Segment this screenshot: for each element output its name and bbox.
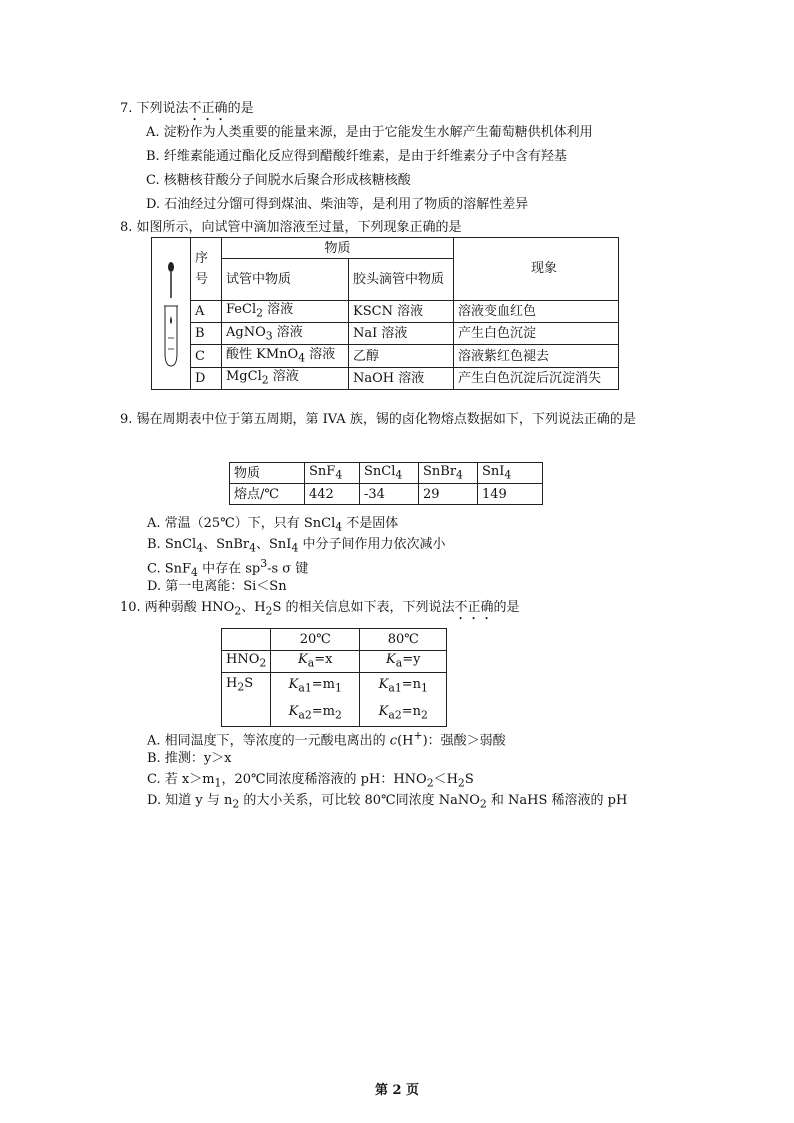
h2s-label: $H_2S$ xyxy=(222,673,271,727)
q9-option-a: A. 常温（25℃）下，只有 SnCl$_4$ 不是固体 xyxy=(147,516,399,534)
q9-stem: 9. 锡在周期表中位于第五周期，第 IVA 族，锡的卤化物熔点数据如下，下列说法正确的是 xyxy=(120,412,636,427)
q7-option-c: C. 核糖核苷酸分子间脱水后聚合形成核糖核酸 xyxy=(146,173,411,188)
test-tube-diagram-cell xyxy=(152,238,191,390)
dropper-substance: KSCN 溶液 xyxy=(349,300,454,322)
hno2-label: $HNO_2$ xyxy=(222,651,271,673)
q10-option-a: A. 相同温度下，等浓度的一元酸电离出的 c(H+)：强酸＞弱酸 xyxy=(147,729,506,749)
q10-option-b: B. 推测：y＞x xyxy=(147,751,232,766)
phenomenon-header: 现象 xyxy=(454,238,619,301)
q7-option-a: A. 淀粉作为人类重要的能量来源，是由于它能发生水解产生葡萄糖供机体利用 xyxy=(146,125,593,140)
q10-option-d: D. 知道 y 与 $n_2$ 的大小关系，可比较 80℃同浓度 NaNO$_2$ 和 NaHS 稀溶液的 pH xyxy=(147,793,628,811)
q9-option-c: C. SnF$_4$ 中存在 $sp^3-s$ σ 键 xyxy=(147,557,309,579)
phenomenon: 产生白色沉淀后沉淀消失 xyxy=(454,367,619,389)
compound-sn-cl4: SnCl$_4$ xyxy=(360,463,419,484)
dropper-substance: NaOH 溶液 xyxy=(349,367,454,389)
tube-substance: FeCl$_2$ 溶液 xyxy=(222,300,349,322)
phenomenon: 溶液变血红色 xyxy=(454,300,619,322)
temp-20-header: 20℃ xyxy=(271,629,360,651)
substance-label: 物质 xyxy=(230,463,305,484)
hno2-ka-80: $K_a=y$ xyxy=(360,651,447,673)
q7-option-d: D. 石油经过分馏可得到煤油、柴油等，是利用了物质的溶解性差异 xyxy=(146,197,529,212)
page-number: 第 2 页 xyxy=(374,1083,420,1098)
substance-header: 物质 xyxy=(222,238,454,259)
q10-stem: 10. 两种弱酸 $HNO_2$、$H_2S$ 的相关信息如下表，下列说法不正确的是 xyxy=(120,600,520,618)
row-id: C xyxy=(191,345,222,367)
dropper-substance: 乙醇 xyxy=(349,345,454,367)
q9-option-b: B. SnCl$_4$、SnBr$_4$、SnI$_4$ 中分子间作用力依次减小 xyxy=(147,537,446,555)
table-row xyxy=(152,323,619,345)
compound-sn-i4: SnI$_4$ xyxy=(478,463,543,484)
h2s-ka-20: $K_{a1}=m_1$ $K_{a2}=m_2$ xyxy=(271,673,360,727)
phenomenon: 溶液紫红色褪去 xyxy=(454,345,619,367)
q8-table xyxy=(151,237,619,390)
temp-80-header: 80℃ xyxy=(360,629,447,651)
tube-substance: MgCl$_2$ 溶液 xyxy=(222,367,349,389)
melting-point-value: 149 xyxy=(478,484,543,505)
compound-sn-f4: SnF$_4$ xyxy=(305,463,360,484)
row-id: D xyxy=(191,367,222,389)
tube-header: 试管中物质 xyxy=(222,259,349,301)
test-tube-dropper-icon xyxy=(152,238,190,386)
tube-substance: AgNO$_3$ 溶液 xyxy=(222,323,349,345)
melting-point-value: 29 xyxy=(419,484,478,505)
row-id: B xyxy=(191,323,222,345)
dropper-substance: NaI 溶液 xyxy=(349,323,454,345)
row-id: A xyxy=(191,300,222,322)
q8-stem: 8. 如图所示，向试管中滴加溶液至过量，下列现象正确的是 xyxy=(120,220,462,235)
corner-cell xyxy=(222,629,271,651)
table-row xyxy=(152,367,619,389)
dropper-header: 胶头滴管中物质 xyxy=(349,259,454,301)
phenomenon: 产生白色沉淀 xyxy=(454,323,619,345)
q9-option-d: D. 第一电离能：Si＜Sn xyxy=(147,579,287,594)
hno2-ka-20: $K_a=x$ xyxy=(271,651,360,673)
q10-option-c: C. 若 $x>m_1$，20℃同浓度稀溶液的 pH：$HNO_2<H_2S$ xyxy=(147,772,474,790)
compound-sn-br4: SnBr$_4$ xyxy=(419,463,478,484)
melting-point-value: -34 xyxy=(360,484,419,505)
q7-option-b: B. 纤维素能通过酯化反应得到醋酸纤维素，是由于纤维素分子中含有羟基 xyxy=(146,149,567,164)
tube-substance: 酸性 KMnO$_4$ 溶液 xyxy=(222,345,349,367)
table-row xyxy=(152,300,619,322)
seq-header: 序号 xyxy=(191,238,222,301)
q7-stem: 7. 下列说法不正确的是 xyxy=(120,101,254,116)
q10-table xyxy=(221,628,447,727)
melting-point-value: 442 xyxy=(305,484,360,505)
h2s-ka-80: $K_{a1}=n_1$ $K_{a2}=n_2$ xyxy=(360,673,447,727)
q9-table xyxy=(229,462,543,505)
melting-point-label: 熔点/℃ xyxy=(230,484,305,505)
table-row xyxy=(152,345,619,367)
